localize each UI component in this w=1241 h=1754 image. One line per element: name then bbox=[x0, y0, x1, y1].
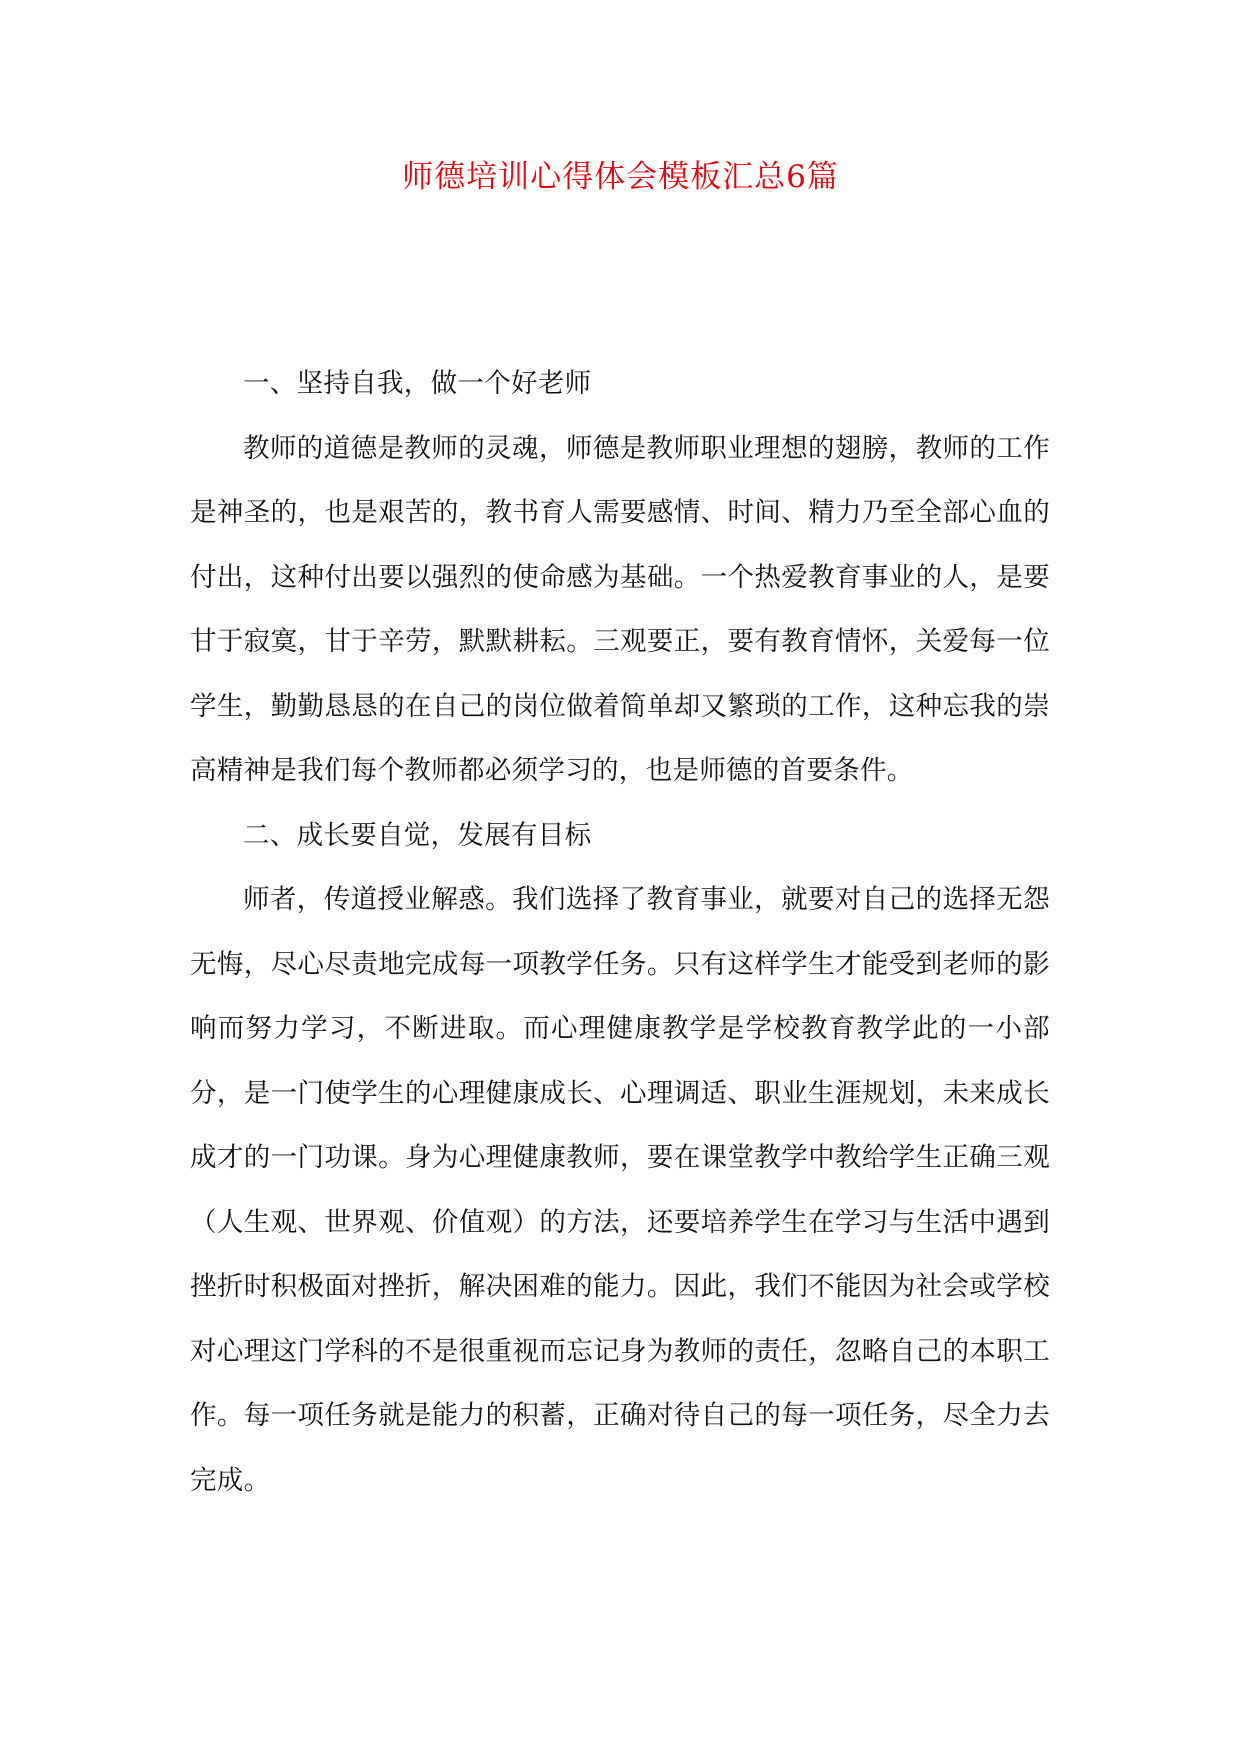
section-heading-1: 一、坚持自我，做一个好老师 bbox=[243, 368, 592, 399]
section-heading-2: 二、成长要自觉，发展有目标 bbox=[243, 819, 592, 851]
body-paragraph-2: 师者，传道授业解惑。我们选择了教育事业，就要对自己的选择无怨无悔，尽心尽责地完成每一项教学任务。只有这样学生才能受到老师的影响而努力学习，不断进取。而心理健康教学是学校教育教学此的一小部分，是一门使学生的心理健康成长、心理调适、职业生涯规划，未来成长成才的一门功课。身为心理健康教师，要在课堂教学中教给学生正确三观（人生观、世界观、价值观）的方法，还要培养学生在学习与生活中遇到挫折时积极面对挫折，解决困难的能力。因此，我们不能因为社会或学校对心理这门学科的不是很重视而忘记身为教师的责任，忽略自己的本职工作。每一项任务就是能力的积蓄，正确对待自己的每一项任务，尽全力去完成。 bbox=[190, 884, 1050, 1496]
document-title: 师德培训心得体会模板汇总6篇 bbox=[402, 159, 839, 195]
body-paragraph-1: 教师的道德是教师的灵魂，师德是教师职业理想的翅膀，教师的工作是神圣的，也是艰苦的，教书育人需要感情、时间、精力乃至全部心血的付出，这种付出要以强烈的使命感为基础。一个热爱教育事业的人，是要甘于寂寞，甘于辛劳，默默耕耘。三观要正，要有教育情怀，关爱每一位学生，勤勤恳恳的在自己的岗位做着简单却又繁琐的工作，这种忘我的崇高精神是我们每个教师都必须学习的，也是师德的首要条件。 bbox=[190, 432, 1050, 786]
document-body bbox=[190, 352, 1050, 1513]
